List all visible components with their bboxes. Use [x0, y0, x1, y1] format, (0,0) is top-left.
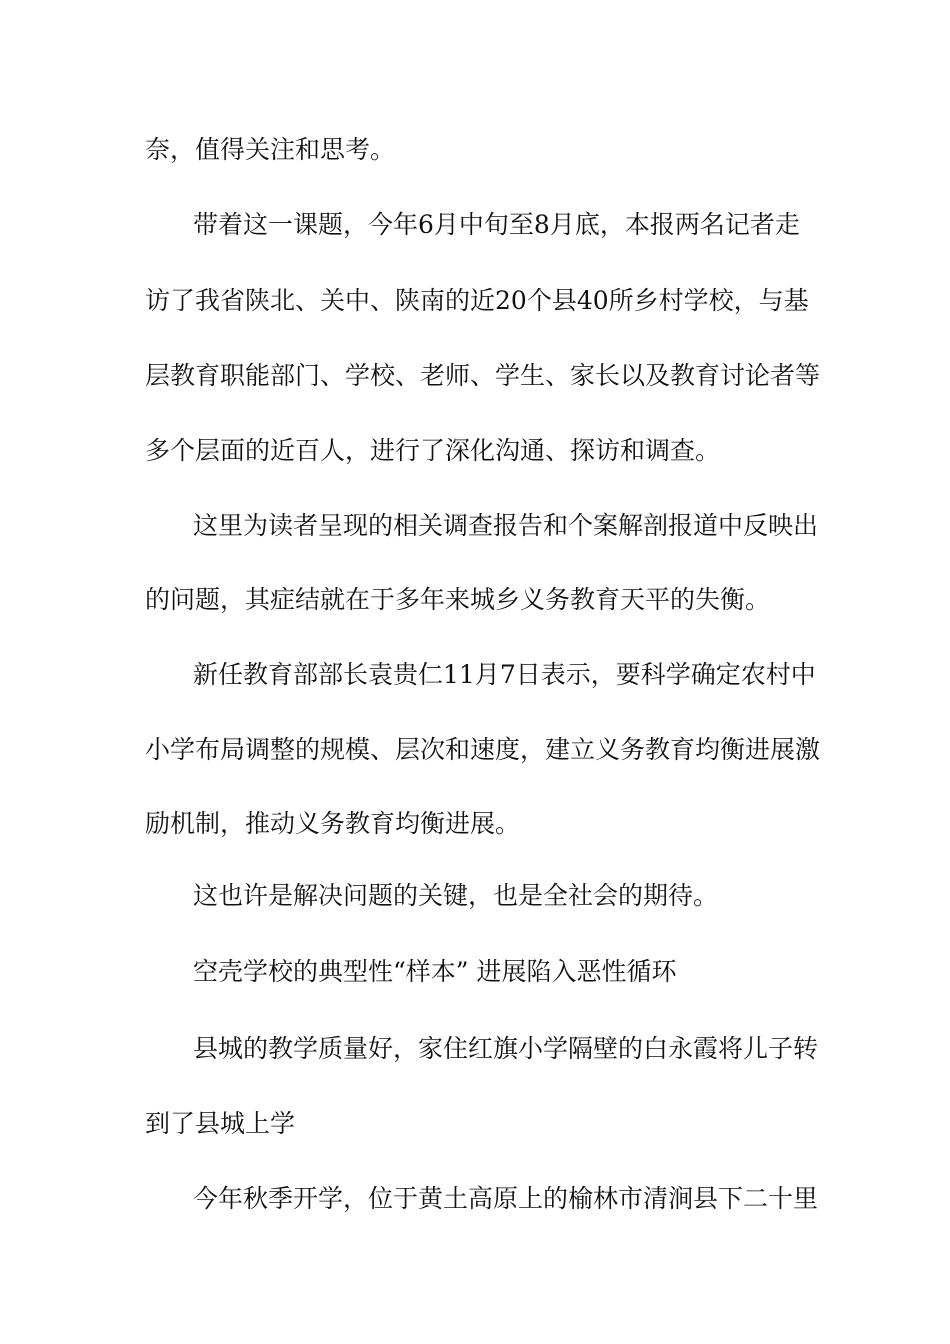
text-line: 到了县城上学 [145, 1109, 296, 1138]
text-line: 层教育职能部门、学校、老师、学生、家长以及教育讨论者等 [145, 361, 821, 390]
paragraph-start-line: 今年秋季开学，位于黄土高原上的榆林市清涧县下二十里 [193, 1184, 819, 1213]
paragraph-start-line: 新任教育部部长袁贵仁11月7日表示，要科学确定农村中 [193, 660, 816, 689]
paragraph-start-line: 这里为读者呈现的相关调查报告和个案解剖报道中反映出 [193, 511, 819, 540]
text-line: 奈，值得关注和思考。 [145, 135, 396, 164]
section-heading: 空壳学校的典型性“样本” 进展陷入恶性循环 [193, 957, 677, 986]
paragraph-start-line: 县城的教学质量好，家住红旗小学隔壁的白永霞将儿子转 [193, 1034, 819, 1063]
paragraph-start-line: 这也许是解决问题的关键，也是全社会的期待。 [193, 881, 719, 910]
text-line: 小学布局调整的规模、层次和速度，建立义务教育均衡进展激 [145, 735, 821, 764]
text-line: 的问题，其症结就在于多年来城乡义务教育天平的失衡。 [145, 585, 771, 614]
text-line: 多个层面的近百人，进行了深化沟通、探访和调查。 [145, 436, 721, 465]
text-line: 励机制，推动义务教育均衡进展。 [145, 809, 521, 838]
paragraph-start-line: 带着这一课题，今年6月中旬至8月底，本报两名记者走 [193, 210, 800, 239]
text-line: 访了我省陕北、关中、陕南的近20个县40所乡村学校，与基 [145, 286, 809, 315]
